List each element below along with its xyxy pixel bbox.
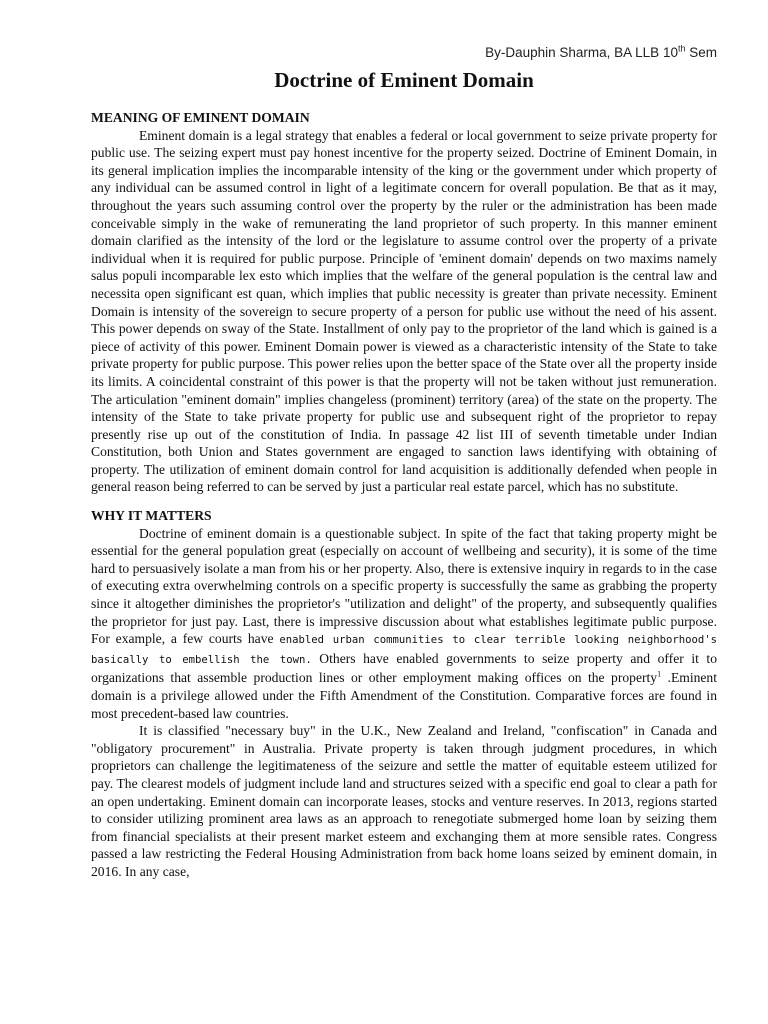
paragraph-meaning: Eminent domain is a legal strategy that enables a federal or local government to seize private property for public use. The seizing expert must pay honest incentive for the property seized. Doctrine of Eminent Domain, in its general implication implies the incomparable intensity of the king or the government under which property of any individual can be assumed control in light of a legitimate concern for overall population. Be that as it may, throughout the years such assuming control over the property by the ruler or the administration has been made conceivable simply in the wake of remunerating the land proprietor of such property. In this manner eminent domain clarified as the intensity of the lord or the legislature to assume control over the property of a private individual when it is required for public purpose. Principle of 'eminent domain' depends on two maxims namely salus populi incomparable lex esto which implies that the welfare of the general population is the central law and necessita open significant est quan, which implies that public necessity is greater than private necessity. Eminent Domain is intensity of the sovereign to secure property of a person for public use without the need of his assent. This power depends on sway of the State. Installment of only pay to the proprietor of the land which is gained is a piece of activity of this power. Eminent Domain power is viewed as a characteristic intensity of the State to take private property for public purpose. This power relies upon the better space of the State over all the property inside its limits. A coincidental constraint of this power is that the property will not be taken without just remuneration. The articulation "eminent domain" implies changeless (prominent) territory (area) of the state on the property. The intensity of the State to take private property for public use and subsequent right of the proprietor to repay presently rise up out of the constitution of India. In passage 42 list III of seventh timetable under Indian Constitution, both Union and States government are engaged to sanction laws identifying with obtaining of property. The utilization of eminent domain control for land acquisition is additionally defended when people in general reason being referred to can be served by just a particular real estate parcel, which has no substitute. xyxy=(91,127,717,495)
byline-superscript: th xyxy=(677,43,686,54)
footnote-marker[interactable]: 1 xyxy=(657,669,662,679)
paragraph-why-it-matters-1 xyxy=(91,525,717,723)
paragraph-text: Doctrine of eminent domain is a questionable subject. In spite of the fact that taking property might be essential for the general population great (especially on account of wellbeing and security), it is some of the time hard to persuasively isolate a man from his or her property. Also, there is extensive inquiry in regards to in the case of executing extra overwhelming controls on a specific property is successfully the same as grabbing the property since it altogether diminishes the proprietor's "utilization and delight" of the property, and subsequently qualifies the proprietor for just pay. Last, there is impressive discussion about what establishes legitimate public purpose. For example, a few courts have xyxy=(91,525,717,647)
document-title: Doctrine of Eminent Domain xyxy=(274,68,534,92)
byline-suffix: Sem xyxy=(685,45,717,60)
document-page xyxy=(91,44,717,881)
paragraph-text: .Eminent domain is a privilege allowed under the Fifth Amendment of the Constitution. Comparative forces are found in most precedent-based law countries. xyxy=(91,670,717,721)
paragraph-why-it-matters-2: It is classified "necessary buy" in the U.K., New Zealand and Ireland, "confiscation" in Canada and "obligatory procurement" in Australia. Private property is taken through judgment procedures, in which proprietors can challenge the legitimateness of the seizure and settle the matter of equitable esteem utilized for pay. The clearest models of judgment include land and structures seized with a specific end goal to clear a path for an open undertaking. Eminent domain can incorporate leases, stocks and venture reserves. In 2013, regions started to consider utilizing prominent area laws as an approach to renegotiate submerged home loan by seizing them from financial specialists at their present market esteem and exchanging them at more sensible rates. Congress passed a law restricting the Federal Housing Administration from back home loans seized by eminent domain, in 2016. In any case, xyxy=(91,723,717,879)
section-heading-why-it-matters: WHY IT MATTERS xyxy=(91,508,212,524)
paragraph-text: Others have enabled governments to seize property and offer it to organizations that assemble production lines or other employment making offices on the property xyxy=(91,650,717,686)
author-byline xyxy=(91,44,717,62)
byline-prefix: By-Dauphin Sharma, BA LLB 10 xyxy=(485,45,678,60)
section-heading-meaning: MEANING OF EMINENT DOMAIN xyxy=(91,110,310,125)
monospace-sentence: enabled urban communities to clear terrible looking neighborhood's basically to embellish the town. xyxy=(91,634,717,666)
